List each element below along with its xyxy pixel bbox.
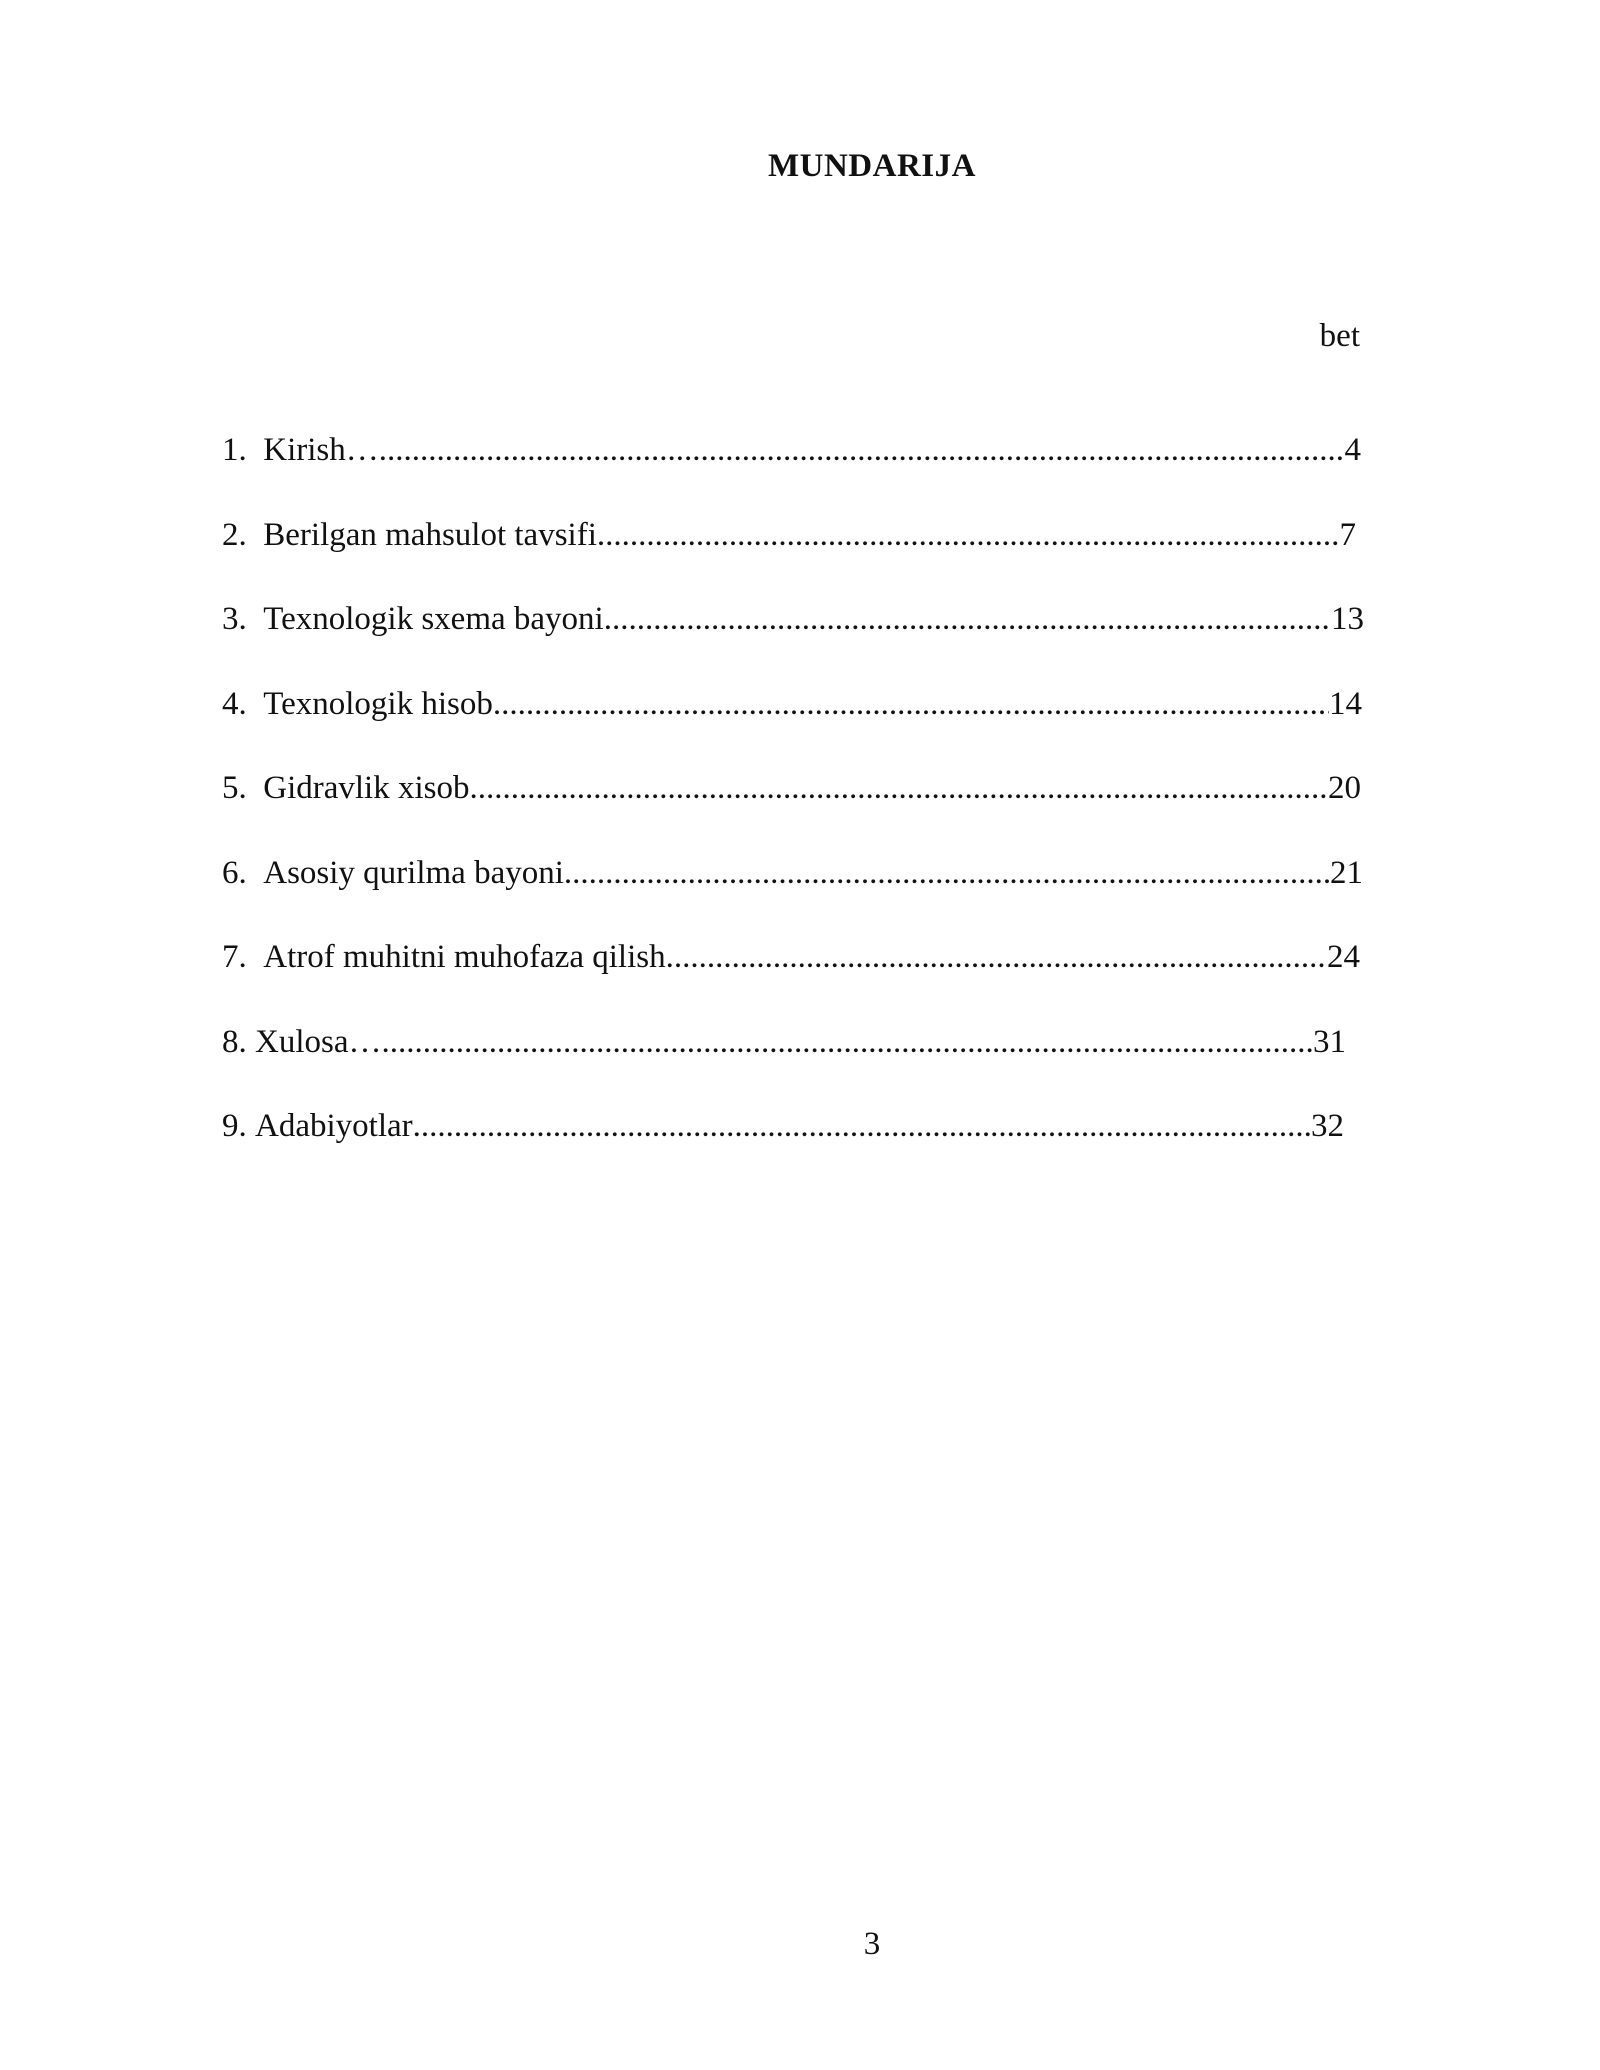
toc-dot-leader xyxy=(469,770,1328,807)
toc-entry-number: 1. xyxy=(222,432,264,468)
toc-entry-number: 9. xyxy=(222,1108,255,1144)
toc-dot-leader xyxy=(604,601,1331,638)
toc-entry-2 xyxy=(222,517,1356,602)
toc-entry-page: 31 xyxy=(1313,1023,1346,1060)
toc-entry-page: 13 xyxy=(1331,601,1364,637)
toc-entry-number: 7. xyxy=(222,939,264,975)
toc-entry-title: Texnologik sxema bayoni xyxy=(263,601,604,637)
toc-entry-page: 24 xyxy=(1327,939,1360,975)
toc-entry-number: 3. xyxy=(222,601,264,637)
toc-entry-title: Asosiy qurilma bayoni xyxy=(263,854,564,891)
toc-entry-title: Xulosa… xyxy=(255,1023,382,1060)
toc-entry-title: Gidravlik xisob xyxy=(263,770,470,806)
toc-entry-number: 2. xyxy=(222,516,264,553)
toc-dot-leader xyxy=(666,939,1327,976)
toc-entry-number: 5. xyxy=(222,770,264,806)
toc-entry-page: 20 xyxy=(1328,770,1361,806)
toc-entry-title: Adabiyotlar xyxy=(255,1108,413,1144)
toc-dot-leader xyxy=(379,432,1345,469)
toc-entry-number: 4. xyxy=(222,685,264,722)
toc-entry-number: 8. xyxy=(222,1023,255,1060)
toc-dot-leader xyxy=(382,1024,1314,1061)
toc-entry-9 xyxy=(222,1108,1344,1193)
toc-dot-leader xyxy=(564,855,1330,892)
toc-entry-title: Kirish… xyxy=(263,432,379,468)
page-column-label: bet xyxy=(1319,318,1360,354)
toc-dot-leader xyxy=(597,517,1340,554)
toc-entry-6 xyxy=(222,855,1363,940)
toc-entry-7 xyxy=(222,939,1360,1024)
toc-entry-title: Texnologik hisob xyxy=(263,685,493,722)
document-title: MUNDARIJA xyxy=(768,148,976,184)
page-number: 3 xyxy=(863,1926,881,1962)
toc-entry-number: 6. xyxy=(222,854,264,891)
toc-entry-5 xyxy=(222,770,1361,855)
toc-entry-page: 7 xyxy=(1339,516,1356,553)
toc-entry-page: 4 xyxy=(1344,432,1361,468)
toc-dot-leader xyxy=(493,686,1329,723)
table-of-contents xyxy=(222,432,1362,1193)
toc-entry-page: 21 xyxy=(1330,854,1363,891)
toc-entry-title: Atrof muhitni muhofaza qilish xyxy=(263,939,666,975)
toc-entry-page: 32 xyxy=(1311,1108,1344,1144)
toc-entry-title: Berilgan mahsulot tavsifi xyxy=(263,516,597,553)
toc-entry-page: 14 xyxy=(1329,685,1362,722)
toc-entry-1 xyxy=(222,432,1361,517)
toc-dot-leader xyxy=(413,1108,1311,1145)
toc-entry-4 xyxy=(222,686,1362,771)
toc-entry-8 xyxy=(222,1024,1346,1109)
toc-entry-3 xyxy=(222,601,1364,686)
